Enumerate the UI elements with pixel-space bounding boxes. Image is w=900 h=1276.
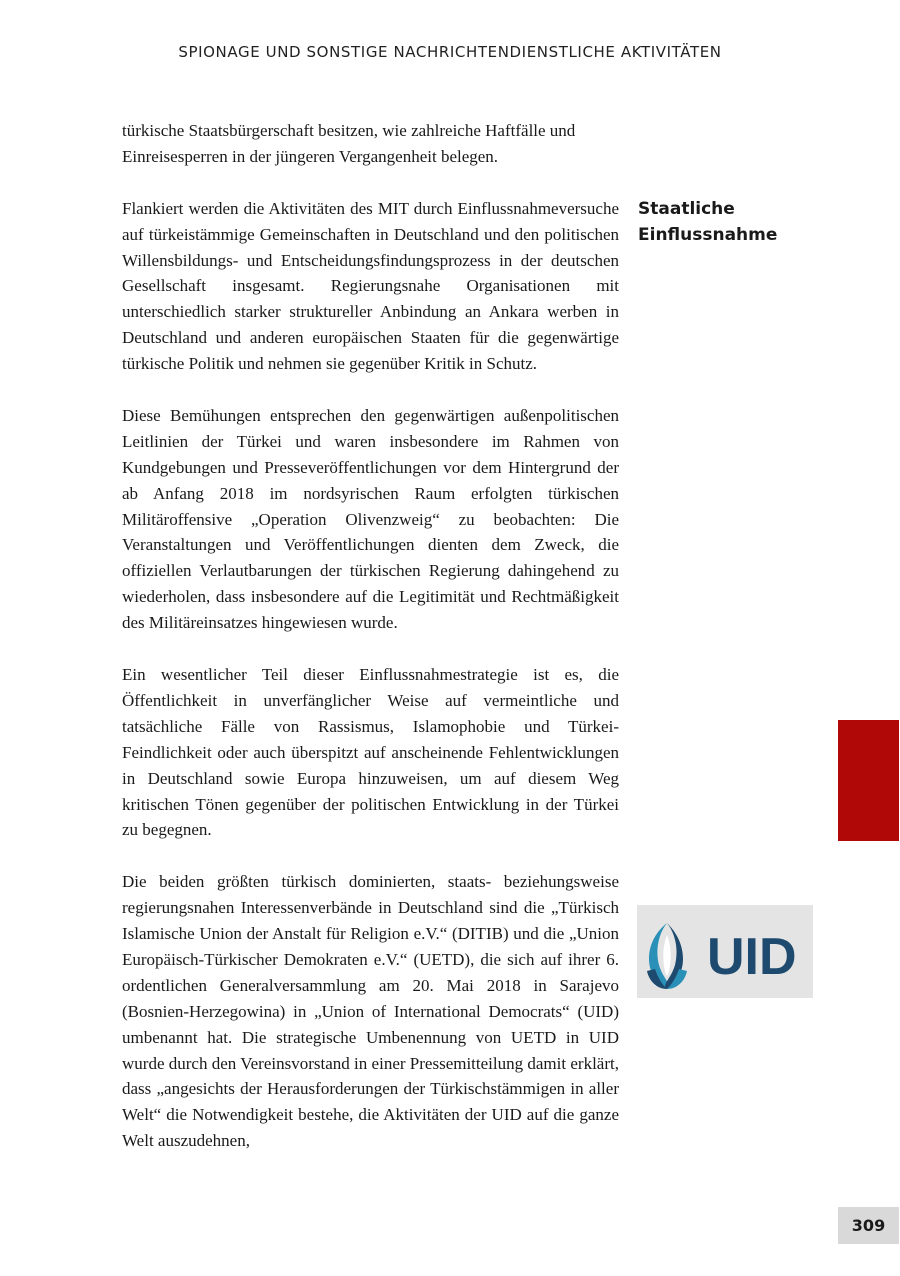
margin-heading (638, 196, 808, 248)
paragraph-4: Ein wesentlicher Teil dieser Einflussnahmestrategie ist es, die Öffentlichkeit in unverfänglicher Weise auf vermeintliche und tatsächliche Fälle von Rassismus, Islamophobie und Türkei-Feindlichkeit oder auch überspitzt auf anscheinende Fehlentwicklungen in Deutschland sowie Europa hinzuweisen, um auf diesem Weg kritischen Tönen gegenüber der politischen Entwicklung in der Türkei zu begegnen. (122, 664, 619, 840)
main-text (122, 118, 619, 1180)
uid-logo-graphic (637, 905, 813, 998)
paragraph-5: Die beiden größten türkisch dominierten, staats- beziehungsweise regierungsnahen Interessenverbände in Deutschland sind die „Türkisch Islamische Union der Anstalt für Religion e.V.“ (DITIB) und die „Union Europäisch-Türkischer Demokraten e.V.“ (UETD), die sich auf ihrer 6. ordentlichen Generalversammlung am 20. Mai 2018 in Sarajevo (Bosnien-Herzegowina) in „Union of International Democrats“ (UID) umbenannt hat. Die strategische Umbenennung von UETD in UID wurde durch den Vereinsvorstand in einer Pressemitteilung damit erklärt, dass „angesichts der Herausforderungen der Türkischstämmigen in aller Welt“ die Notwendigkeit bestehe, die Aktivitäten der UID auf die ganze Welt auszudehnen, (122, 872, 619, 1151)
page-number: 309 (838, 1207, 899, 1244)
paragraph-1: türkische Staatsbürgerschaft besitzen, wie zahlreiche Haftfälle und Einreisesperren in der jüngeren Vergangenheit belegen. (122, 121, 576, 166)
margin-heading-line2: Einflussnahme (638, 225, 778, 245)
running-header: SPIONAGE UND SONSTIGE NACHRICHTENDIENSTLICHE AKTIVITÄTEN (178, 43, 722, 61)
uid-logo (637, 905, 813, 998)
paragraph-3: Diese Bemühungen entsprechen den gegenwärtigen außenpolitischen Leitlinien der Türkei und waren insbesondere im Rahmen von Kundgebungen und Presseveröffentlichungen vor dem Hintergrund der ab Anfang 2018 im nordsyrischen Raum erfolgten türkischen Militäroffensive „Operation Olivenzweig“ zu beobachten: Die Veranstaltungen und Veröffentlichungen dienten dem Zweck, die offiziellen Verlautbarungen der türkischen Regierung dahingehend zu wiederholen, dass insbesondere auf die Legitimität und Rechtmäßigkeit des Militäreinsatzes hingewiesen wurde. (122, 405, 619, 633)
chapter-tab-marker (838, 720, 899, 841)
margin-heading-line1: Staatliche (638, 199, 735, 219)
tulip-icon (647, 923, 687, 989)
paragraph-2: Flankiert werden die Aktivitäten des MIT durch Einflussnahmeversuche auf türkeistämmige Gemeinschaften in Deutschland und den politischen Willensbildungs- und Entscheidungsfindungsprozess in der deutschen Gesellschaft insgesamt. Regierungsnahe Organisationen mit unterschiedlich starker struktureller Anbindung an Ankara werben in Deutschland und anderen europäischen Staaten für die gegenwärtige türkische Politik und nehmen sie gegenüber Kritik in Schutz. (122, 198, 619, 374)
logo-wordmark: UID (707, 928, 797, 986)
